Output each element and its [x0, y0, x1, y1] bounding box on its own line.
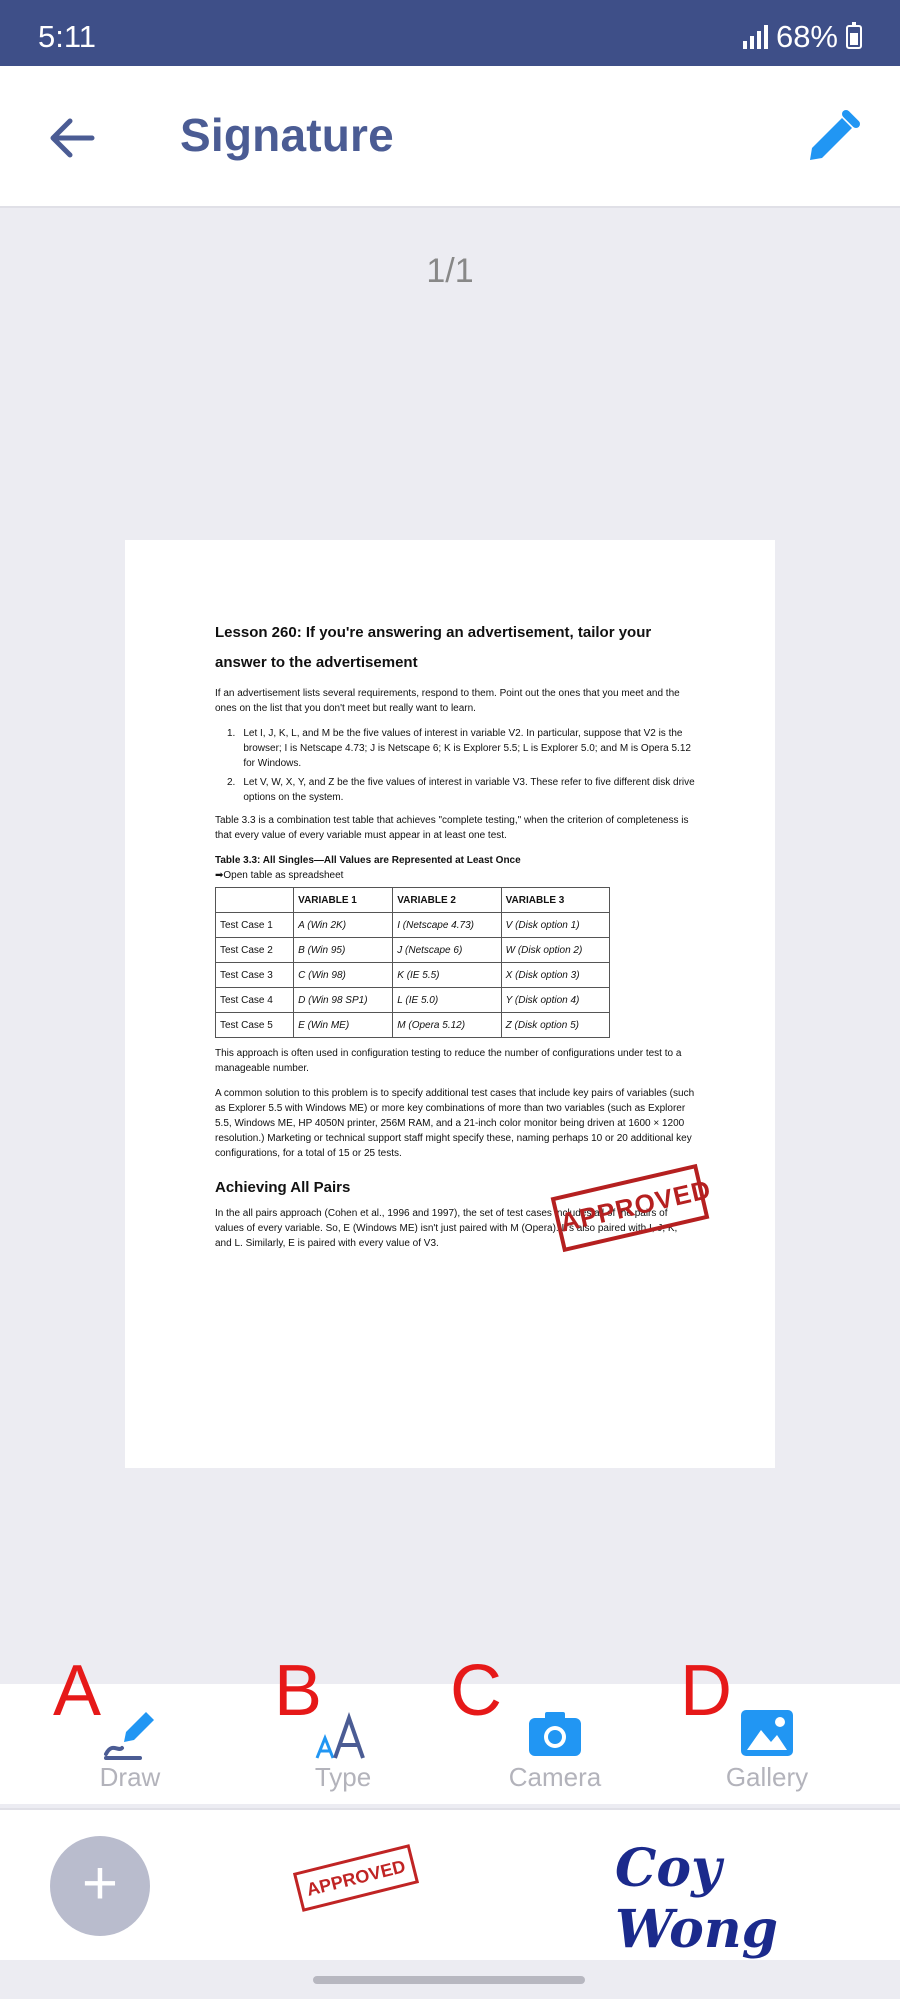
- table-cell: Y (Disk option 4): [501, 988, 609, 1013]
- table-row: [216, 963, 610, 988]
- tool-marker-c: C: [450, 1651, 502, 1731]
- table-header: VARIABLE 2: [393, 888, 501, 913]
- arrow-left-icon: [42, 108, 102, 168]
- table-cell: D (Win 98 SP1): [294, 988, 393, 1013]
- type-tool-button[interactable]: [258, 1651, 428, 1804]
- table-cell: K (IE 5.5): [393, 963, 501, 988]
- table-cell: V (Disk option 1): [501, 913, 609, 938]
- list-item-text: Let I, J, K, L, and M be the five values of interest in variable V2. In particular, suppose that V2 is the browser; I is Netscape 4.73; J is Netscape 6; K is Explorer 5.5; L is Explorer 5.0; and M is Opera 5.12 for Windows.: [243, 728, 691, 769]
- camera-icon: [525, 1702, 585, 1762]
- table-cell: B (Win 95): [294, 938, 393, 963]
- type-label: Type: [314, 1762, 372, 1792]
- draw-pen-icon: [100, 1702, 160, 1762]
- table-header: [216, 888, 294, 913]
- pencil-icon: [800, 106, 864, 170]
- table-row: [216, 938, 610, 963]
- table-cell: E (Win ME): [294, 1013, 393, 1038]
- list-item: [215, 775, 695, 805]
- tool-marker-a: A: [53, 1651, 102, 1731]
- tool-marker-b: B: [274, 1651, 323, 1731]
- page-title: Signature: [180, 109, 394, 161]
- gallery-image-icon: [737, 1702, 797, 1762]
- saved-signatures-bar: [0, 1808, 900, 1960]
- draw-label: Draw: [99, 1762, 161, 1792]
- open-table-link: ➡Open table as spreadsheet: [215, 870, 344, 881]
- document-list: [215, 726, 695, 805]
- table-cell: Test Case 4: [216, 988, 294, 1013]
- table-cell: W (Disk option 2): [501, 938, 609, 963]
- table-caption: Table 3.3: All Singles—All Values are Represented at Least Once: [215, 855, 521, 866]
- camera-tool-button[interactable]: [450, 1651, 640, 1804]
- document-paragraph: In the all pairs approach (Cohen et al., 1996 and 1997), the set of test cases includes all of the pairs of values of every variable. So, E (Windows ME) isn't just paired with M (Opera). It's also paired with I, J, K, and L. Similarly, E is paired with every value of V3.: [215, 1208, 678, 1249]
- table-header: VARIABLE 1: [294, 888, 393, 913]
- draw-tool-button[interactable]: [45, 1651, 215, 1804]
- gallery-label: Gallery: [725, 1762, 809, 1792]
- document-subheading: Achieving All Pairs: [215, 1179, 351, 1196]
- list-item-number: 1.: [227, 728, 236, 739]
- table-cell: C (Win 98): [294, 963, 393, 988]
- table-cell: M (Opera 5.12): [393, 1013, 501, 1038]
- table-row: [216, 1013, 610, 1038]
- status-time: 5:11: [38, 19, 97, 54]
- status-bar: [0, 0, 900, 66]
- signal-icon: [743, 25, 768, 49]
- document-paragraph: A common solution to this problem is to specify additional test cases that include key pairs of variables (such as Explorer 5.5 with Windows ME) or more key combinations of more than two variables (such as Explorer 5.5, Windows ME, HP 4050N printer, 256M RAM, and a 21-inch color monitor being driven at 1600 × 1200 resolution.) Marketing or technical support staff might specify these, naming perhaps 10 or 20 additional key configurations, for a total of 15 or 25 tests.: [215, 1088, 695, 1159]
- list-item: [215, 726, 695, 771]
- table-cell: A (Win 2K): [294, 913, 393, 938]
- table-row: [216, 913, 610, 938]
- battery-icon: [846, 25, 862, 49]
- table-header-row: [216, 888, 610, 913]
- table-cell: Test Case 2: [216, 938, 294, 963]
- table-row: [216, 988, 610, 1013]
- type-text-icon: [313, 1702, 373, 1762]
- table-cell: Test Case 1: [216, 913, 294, 938]
- document-heading: Lesson 260: If you're answering an advertisement, tailor your answer to the advertisement: [215, 624, 652, 671]
- document-page[interactable]: [125, 540, 775, 1468]
- table-cell: X (Disk option 3): [501, 963, 609, 988]
- document-paragraph: This approach is often used in configuration testing to reduce the number of configurations under test to a manageable number.: [215, 1048, 682, 1074]
- status-right: [743, 19, 862, 55]
- document-table: [215, 887, 610, 1038]
- page-indicator: 1/1: [426, 252, 474, 290]
- list-item-text: Let V, W, X, Y, and Z be the five values of interest in variable V3. These refer to five different disk drive options on the system.: [243, 777, 695, 803]
- table-cell: Z (Disk option 5): [501, 1013, 609, 1038]
- edit-button[interactable]: [800, 106, 864, 170]
- document-paragraph: If an advertisement lists several requirements, respond to them. Point out the ones that you meet and the ones on the list that you don't meet but really want to learn.: [215, 688, 680, 714]
- table-cell: I (Netscape 4.73): [393, 913, 501, 938]
- table-cell: L (IE 5.0): [393, 988, 501, 1013]
- table-cell: Test Case 3: [216, 963, 294, 988]
- camera-label: Camera: [508, 1762, 602, 1792]
- app-bar: [0, 66, 900, 208]
- gesture-nav-handle[interactable]: [313, 1976, 585, 1984]
- gallery-tool-button[interactable]: [680, 1651, 852, 1804]
- back-button[interactable]: [42, 108, 102, 168]
- saved-stamp-approved[interactable]: APPROVED: [293, 1844, 419, 1912]
- list-item-number: 2.: [227, 777, 236, 788]
- approved-stamp-placed[interactable]: APPROVED: [551, 1164, 710, 1252]
- document-content: [215, 618, 695, 1261]
- table-cell: Test Case 5: [216, 1013, 294, 1038]
- add-signature-button[interactable]: +: [50, 1836, 150, 1936]
- saved-signature-coy-wong[interactable]: Coy Wong: [615, 1838, 779, 1960]
- battery-level: 68%: [775, 19, 838, 54]
- table-cell: J (Netscape 6): [393, 938, 501, 963]
- tool-marker-d: D: [680, 1651, 732, 1731]
- signature-tools: [0, 1651, 900, 1804]
- document-paragraph: Table 3.3 is a combination test table that achieves "complete testing," when the criterion of completeness is that every value of every variable must appear in at least one test.: [215, 815, 689, 841]
- table-header: VARIABLE 3: [501, 888, 609, 913]
